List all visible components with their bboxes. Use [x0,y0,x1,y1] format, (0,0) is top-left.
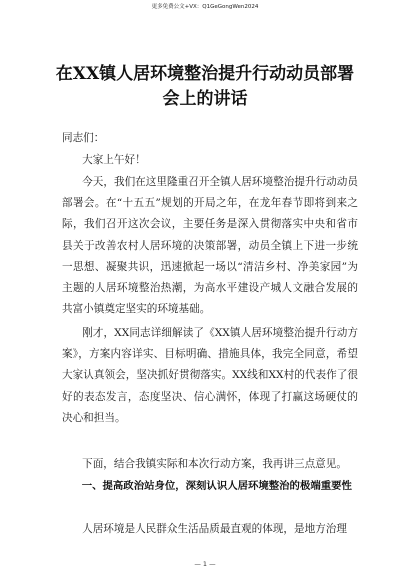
paragraph-1: 今天，我们在这里隆重召开全镇人居环境整治提升行动动员部署会。在“十五五”规划的开局之年，在龙年春节即将到来之际，我们召开这次会议，主要任务是深入贯彻落实中央和省市县关于改善农村人居环境的决策部署，动员全镇上下进一步统一思想、凝聚共识，迅速掀起一场以“清洁乡村、净美家园”为主题的人居环境整治热潮，为高水平建设产城人文融合发展的共富小镇奠定坚实的环境基础。 [62,176,358,316]
paragraph-3: 下面，结合我镇实际和本次行动方案，我再讲三点意见。 [82,458,347,470]
title-line-2: 会上的讲话 [162,89,248,109]
greeting: 大家上午好！ [82,154,146,166]
paragraph-2: 刚才，XX同志详细解读了《XX镇人居环境整治提升行动方案》，方案内容详实、目标明确、措施具体，我完全同意，希望大家认真领会，坚决抓好贯彻落实。XX线和XX村的代表作了很好的表态发言，态度坚决、信心满怀，体现了打赢这场硬仗的决心和担当。 [62,327,358,424]
page-title [40,62,370,112]
header-banner: 更多免费公文+VX：Q1GeGongWen2024 [151,4,259,10]
title-line-1: 在XX镇人居环境整治提升行动动员部署 [55,64,355,84]
salutation: 同志们： [62,132,105,144]
section-heading: 一、提高政治站身位，深刻认识人居环境整治的极端重要性 [81,480,352,492]
page-number: — 1 — [194,560,216,568]
paragraph-4: 人居环境是人民群众生活品质最直观的体现，是地方治理 [82,523,347,535]
